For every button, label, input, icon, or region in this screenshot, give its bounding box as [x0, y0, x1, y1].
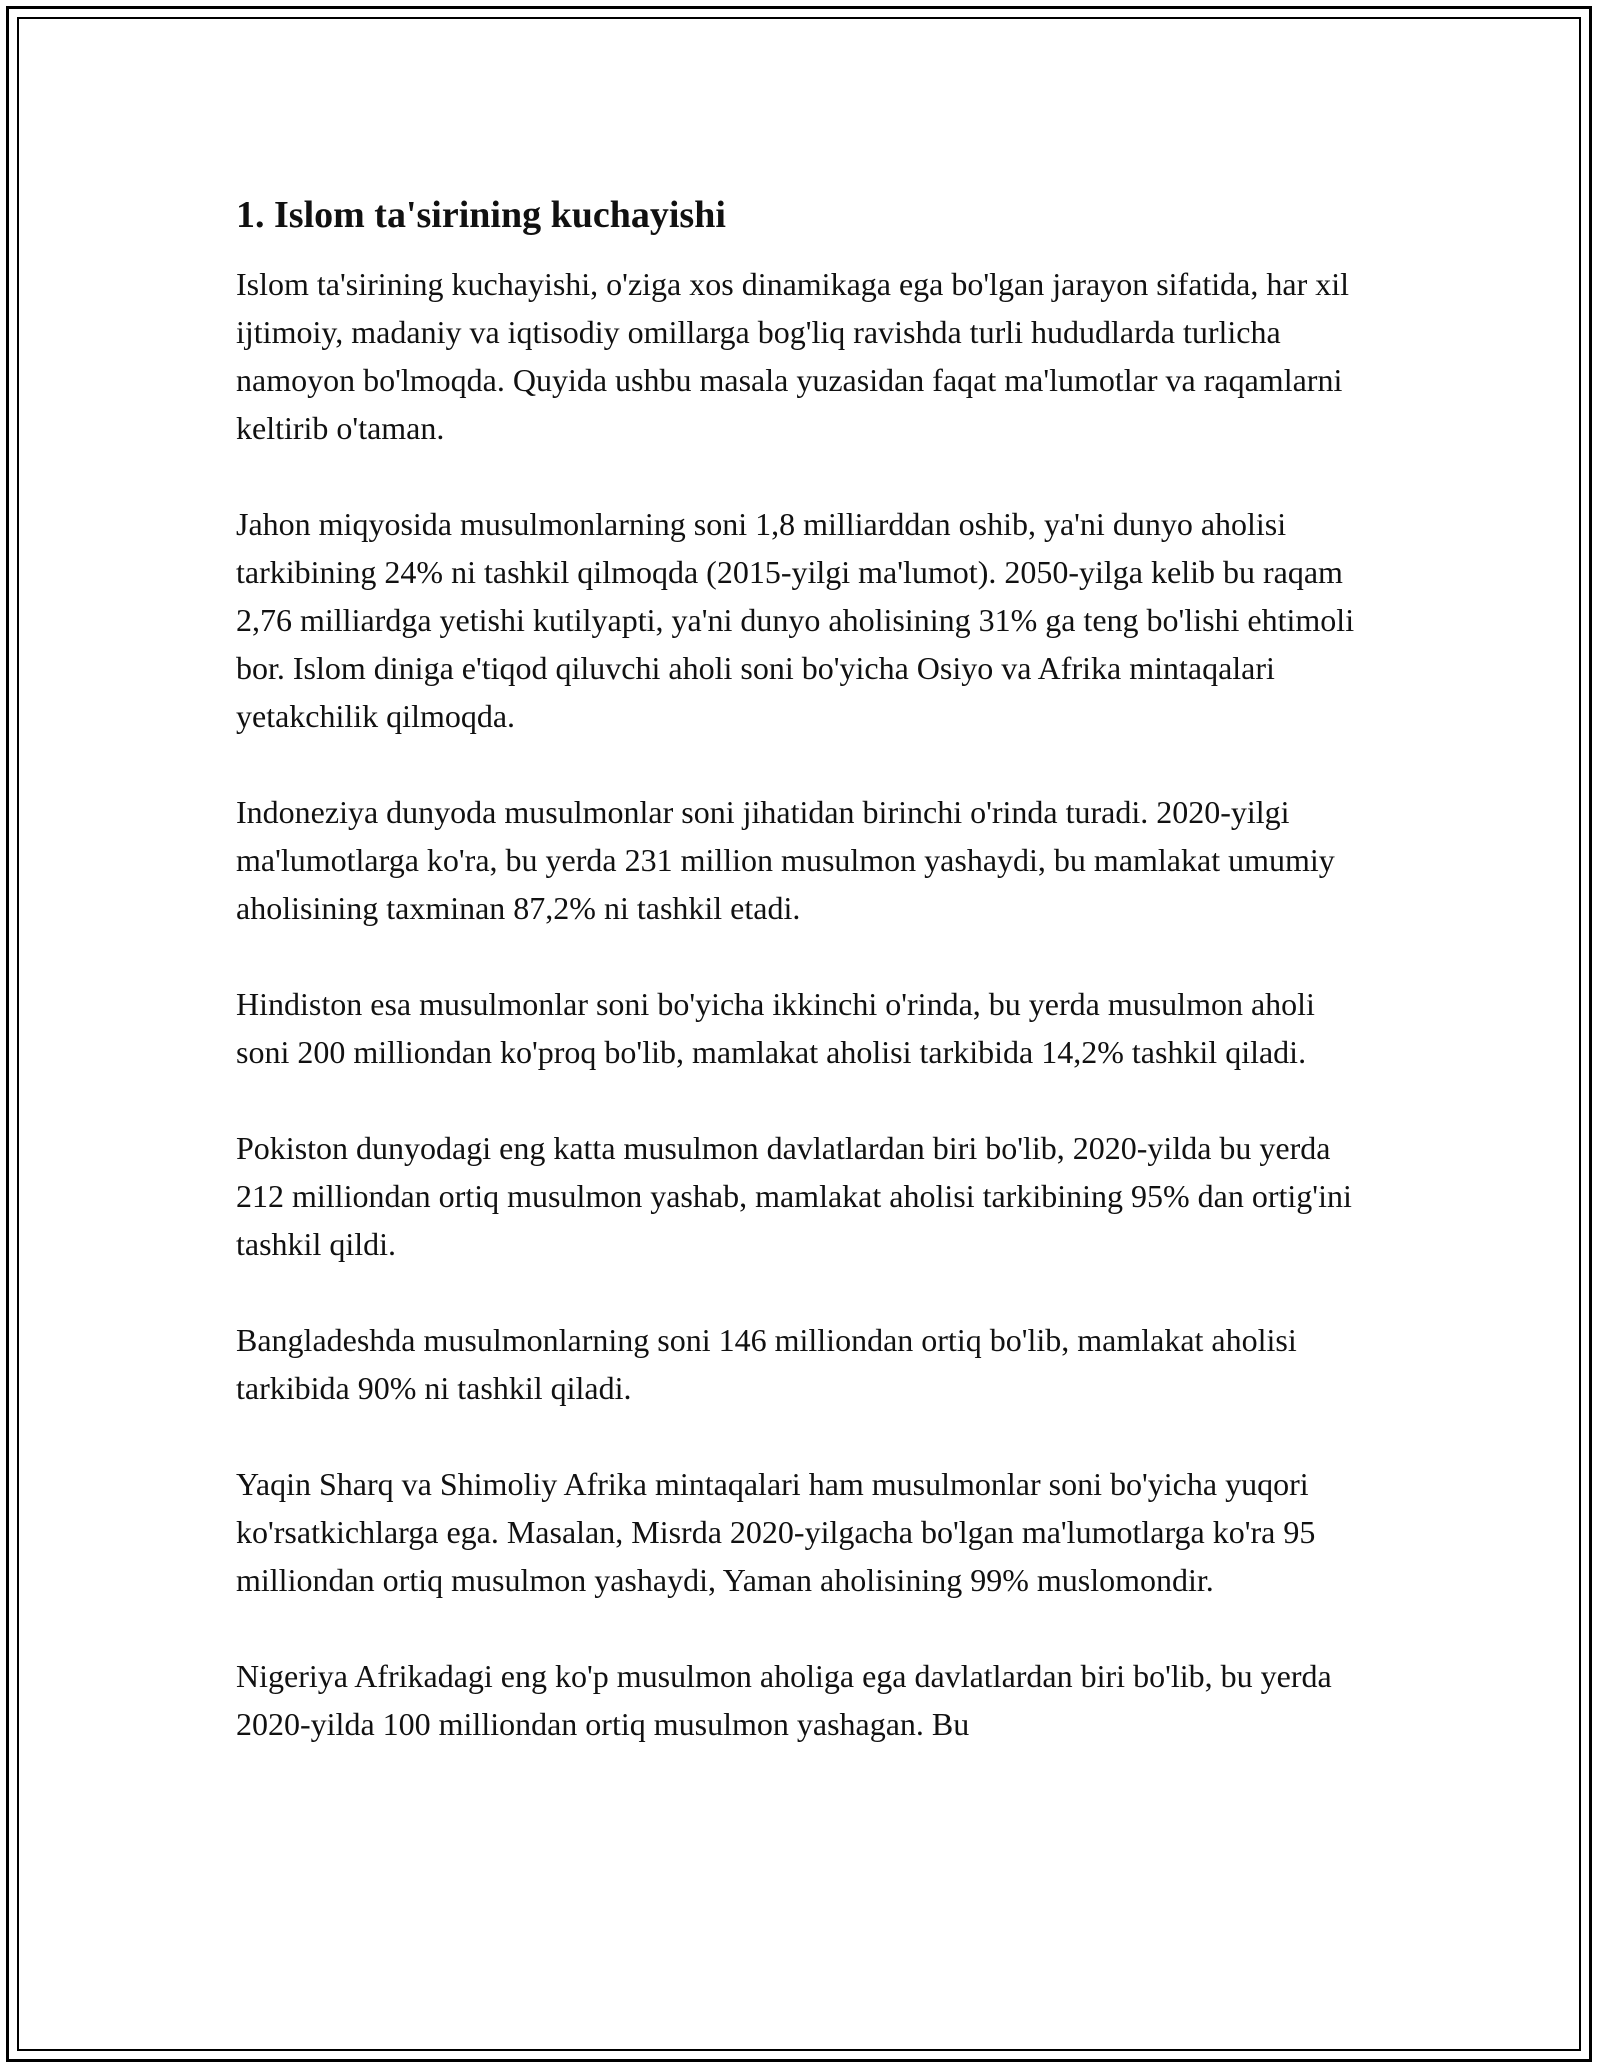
paragraph-middle-east: Yaqin Sharq va Shimoliy Afrika mintaqalari ham musulmonlar soni bo'yicha yuqori ko'rsatkichlarga ega. Masalan, Misrda 2020-yilgacha bo'lgan ma'lumotlarga ko'ra 95 milliondan ortiq musulmon yashaydi, Yaman aholisining 99% muslomondir. [236, 1466, 1316, 1598]
paragraph-intro: Islom ta'sirining kuchayishi, o'ziga xos dinamikaga ega bo'lgan jarayon sifatida, har xil ijtimoiy, madaniy va iqtisodiy omillarga bog'liq ravishda turli hududlarda turlicha namoyon bo'lmoqda. Quyida ushbu masala yuzasidan faqat ma'lumotlar va raqamlarni keltirib o'taman. [236, 266, 1350, 446]
paragraph-bangladesh: Bangladeshda musulmonlarning soni 146 milliondan ortiq bo'lib, mamlakat aholisi tarkibida 90% ni tashkil qiladi. [236, 1322, 1297, 1406]
paragraph-world-statistics: Jahon miqyosida musulmonlarning soni 1,8 milliarddan oshib, ya'ni dunyo aholisi tarkibining 24% ni tashkil qilmoqda (2015-yilgi ma'lumot). 2050-yilga kelib bu raqam 2,76 milliardga yetishi kutilyapti, ya'ni dunyo aholisining 31% ga teng bo'lishi ehtimoli bor. Islom diniga e'tiqod qiluvchi aholi soni bo'yicha Osiyo va Afrika mintaqalari yetakchilik qilmoqda. [236, 506, 1355, 734]
paragraph-pakistan: Pokiston dunyodagi eng katta musulmon davlatlardan biri bo'lib, 2020-yilda bu yerda 212 milliondan ortiq musulmon yashab, mamlakat aholisi tarkibining 95% dan ortig'ini tashkil qildi. [236, 1130, 1352, 1262]
section-heading: 1. Islom ta'sirining kuchayishi [236, 194, 726, 236]
document-body [236, 184, 1376, 1796]
paragraph-nigeria: Nigeriya Afrikadagi eng ko'p musulmon aholiga ega davlatlardan biri bo'lib, bu yerda 2020-yilda 100 milliondan ortiq musulmon yashagan. Bu [236, 1658, 1332, 1742]
paragraph-india: Hindiston esa musulmonlar soni bo'yicha ikkinchi o'rinda, bu yerda musulmon aholi soni 200 milliondan ko'proq bo'lib, mamlakat aholisi tarkibida 14,2% tashkil qiladi. [236, 986, 1315, 1070]
paragraph-indonesia: Indoneziya dunyoda musulmonlar soni jihatidan birinchi o'rinda turadi. 2020-yilgi ma'lumotlarga ko'ra, bu yerda 231 million musulmon yashaydi, bu mamlakat umumiy aholisining taxminan 87,2% ni tashkil etadi. [236, 794, 1335, 926]
